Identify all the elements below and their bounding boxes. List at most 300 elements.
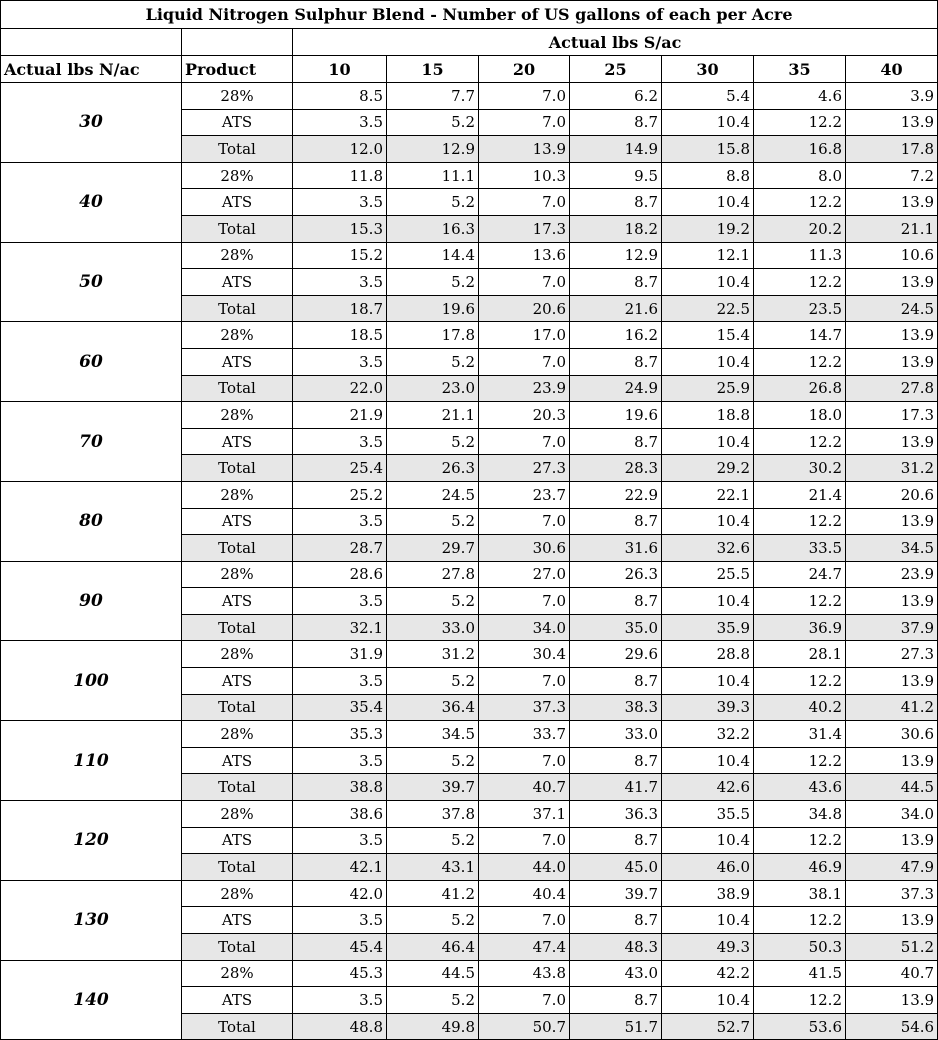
gallons-cell: 42.1 — [293, 854, 387, 881]
gallons-cell: 8.7 — [570, 827, 662, 854]
gallons-cell: 13.9 — [846, 747, 938, 774]
gallons-cell: 54.6 — [846, 1013, 938, 1040]
gallons-cell: 25.9 — [662, 375, 754, 402]
n-rate-value: 110 — [1, 721, 182, 801]
gallons-cell: 8.7 — [570, 269, 662, 296]
table-row — [1, 880, 938, 907]
gallons-cell: 3.5 — [293, 508, 387, 535]
gallons-cell: 45.4 — [293, 934, 387, 961]
table-row — [1, 162, 938, 189]
product-label: 28% — [182, 880, 293, 907]
gallons-cell: 22.5 — [662, 295, 754, 322]
gallons-cell: 37.8 — [387, 801, 479, 828]
gallons-cell: 10.4 — [662, 588, 754, 615]
n-rate-value: 70 — [1, 402, 182, 482]
gallons-cell: 38.6 — [293, 801, 387, 828]
gallons-cell: 3.9 — [846, 83, 938, 110]
gallons-cell: 12.2 — [754, 668, 846, 695]
gallons-cell: 32.6 — [662, 535, 754, 562]
gallons-cell: 33.5 — [754, 535, 846, 562]
gallons-cell: 6.2 — [570, 83, 662, 110]
product-label: Total — [182, 136, 293, 163]
product-label: ATS — [182, 348, 293, 375]
gallons-cell: 38.3 — [570, 694, 662, 721]
gallons-cell: 16.3 — [387, 215, 479, 242]
gallons-cell: 8.7 — [570, 668, 662, 695]
gallons-cell: 42.2 — [662, 960, 754, 987]
gallons-cell: 12.2 — [754, 588, 846, 615]
gallons-cell: 13.9 — [846, 109, 938, 136]
gallons-cell: 12.9 — [570, 242, 662, 269]
product-label: 28% — [182, 481, 293, 508]
gallons-cell: 8.7 — [570, 428, 662, 455]
gallons-cell: 21.6 — [570, 295, 662, 322]
gallons-cell: 19.6 — [387, 295, 479, 322]
gallons-cell: 18.0 — [754, 402, 846, 429]
product-label: 28% — [182, 960, 293, 987]
gallons-cell: 29.2 — [662, 455, 754, 482]
s-rate-column-header: 40 — [846, 56, 938, 83]
product-label: Total — [182, 774, 293, 801]
gallons-cell: 41.7 — [570, 774, 662, 801]
gallons-cell: 12.2 — [754, 508, 846, 535]
gallons-cell: 15.8 — [662, 136, 754, 163]
gallons-cell: 11.1 — [387, 162, 479, 189]
product-label: 28% — [182, 242, 293, 269]
gallons-cell: 5.2 — [387, 987, 479, 1014]
gallons-cell: 10.4 — [662, 668, 754, 695]
gallons-cell: 8.7 — [570, 109, 662, 136]
gallons-cell: 12.2 — [754, 189, 846, 216]
gallons-cell: 5.2 — [387, 907, 479, 934]
product-label: Total — [182, 535, 293, 562]
gallons-cell: 8.7 — [570, 588, 662, 615]
gallons-cell: 20.6 — [479, 295, 570, 322]
n-rate-header: Actual lbs N/ac — [1, 56, 182, 83]
gallons-cell: 13.9 — [846, 668, 938, 695]
gallons-cell: 3.5 — [293, 668, 387, 695]
table-title: Liquid Nitrogen Sulphur Blend - Number of US gallons of each per Acre — [1, 1, 938, 29]
gallons-cell: 17.0 — [479, 322, 570, 349]
product-label: 28% — [182, 162, 293, 189]
gallons-cell: 23.0 — [387, 375, 479, 402]
n-rate-value: 100 — [1, 641, 182, 721]
gallons-cell: 38.8 — [293, 774, 387, 801]
gallons-cell: 47.4 — [479, 934, 570, 961]
gallons-cell: 21.9 — [293, 402, 387, 429]
gallons-cell: 43.1 — [387, 854, 479, 881]
gallons-cell: 44.5 — [846, 774, 938, 801]
gallons-cell: 49.3 — [662, 934, 754, 961]
gallons-cell: 21.4 — [754, 481, 846, 508]
table-row — [1, 801, 938, 828]
gallons-cell: 5.2 — [387, 747, 479, 774]
product-label: Total — [182, 1013, 293, 1040]
gallons-cell: 41.5 — [754, 960, 846, 987]
gallons-cell: 40.7 — [846, 960, 938, 987]
gallons-cell: 17.8 — [846, 136, 938, 163]
gallons-cell: 19.6 — [570, 402, 662, 429]
gallons-cell: 13.9 — [846, 189, 938, 216]
product-label: Total — [182, 934, 293, 961]
gallons-cell: 10.4 — [662, 827, 754, 854]
gallons-cell: 16.8 — [754, 136, 846, 163]
gallons-cell: 10.4 — [662, 428, 754, 455]
gallons-cell: 37.3 — [479, 694, 570, 721]
n-rate-value: 60 — [1, 322, 182, 402]
s-rate-header: Actual lbs S/ac — [293, 29, 938, 56]
gallons-cell: 28.8 — [662, 641, 754, 668]
gallons-cell: 35.5 — [662, 801, 754, 828]
gallons-cell: 3.5 — [293, 428, 387, 455]
gallons-cell: 8.7 — [570, 987, 662, 1014]
gallons-cell: 43.6 — [754, 774, 846, 801]
gallons-cell: 5.2 — [387, 668, 479, 695]
gallons-cell: 37.3 — [846, 880, 938, 907]
gallons-cell: 46.9 — [754, 854, 846, 881]
gallons-cell: 13.9 — [846, 827, 938, 854]
gallons-cell: 8.7 — [570, 348, 662, 375]
gallons-cell: 31.2 — [846, 455, 938, 482]
gallons-cell: 33.0 — [570, 721, 662, 748]
gallons-cell: 28.7 — [293, 535, 387, 562]
gallons-cell: 12.9 — [387, 136, 479, 163]
gallons-cell: 38.1 — [754, 880, 846, 907]
gallons-cell: 24.9 — [570, 375, 662, 402]
n-rate-value: 130 — [1, 880, 182, 960]
gallons-cell: 22.1 — [662, 481, 754, 508]
gallons-cell: 32.2 — [662, 721, 754, 748]
gallons-cell: 12.2 — [754, 987, 846, 1014]
gallons-cell: 5.2 — [387, 428, 479, 455]
table-row — [1, 83, 938, 110]
gallons-cell: 28.6 — [293, 561, 387, 588]
gallons-cell: 8.7 — [570, 508, 662, 535]
gallons-cell: 13.9 — [846, 508, 938, 535]
gallons-cell: 3.5 — [293, 269, 387, 296]
gallons-cell: 15.2 — [293, 242, 387, 269]
gallons-cell: 8.7 — [570, 189, 662, 216]
gallons-cell: 3.5 — [293, 109, 387, 136]
gallons-cell: 7.7 — [387, 83, 479, 110]
gallons-cell: 25.4 — [293, 455, 387, 482]
product-label: 28% — [182, 641, 293, 668]
gallons-cell: 3.5 — [293, 588, 387, 615]
gallons-cell: 27.0 — [479, 561, 570, 588]
gallons-cell: 14.4 — [387, 242, 479, 269]
gallons-cell: 20.2 — [754, 215, 846, 242]
gallons-cell: 40.4 — [479, 880, 570, 907]
n-rate-value: 90 — [1, 561, 182, 641]
gallons-cell: 7.0 — [479, 508, 570, 535]
table-row — [1, 242, 938, 269]
gallons-cell: 7.0 — [479, 348, 570, 375]
gallons-cell: 47.9 — [846, 854, 938, 881]
gallons-cell: 27.8 — [387, 561, 479, 588]
gallons-cell: 7.0 — [479, 747, 570, 774]
gallons-cell: 12.2 — [754, 907, 846, 934]
gallons-cell: 13.9 — [846, 322, 938, 349]
gallons-cell: 38.9 — [662, 880, 754, 907]
gallons-cell: 24.5 — [846, 295, 938, 322]
gallons-cell: 53.6 — [754, 1013, 846, 1040]
gallons-cell: 19.2 — [662, 215, 754, 242]
gallons-cell: 34.0 — [846, 801, 938, 828]
gallons-cell: 39.7 — [387, 774, 479, 801]
n-rate-value: 120 — [1, 801, 182, 881]
gallons-cell: 41.2 — [846, 694, 938, 721]
gallons-cell: 7.0 — [479, 827, 570, 854]
gallons-cell: 10.4 — [662, 189, 754, 216]
gallons-cell: 35.4 — [293, 694, 387, 721]
gallons-cell: 13.9 — [479, 136, 570, 163]
gallons-cell: 5.2 — [387, 269, 479, 296]
gallons-cell: 39.7 — [570, 880, 662, 907]
gallons-cell: 12.2 — [754, 109, 846, 136]
gallons-cell: 34.8 — [754, 801, 846, 828]
table-row — [1, 721, 938, 748]
gallons-cell: 12.2 — [754, 269, 846, 296]
gallons-cell: 15.4 — [662, 322, 754, 349]
table-row — [1, 641, 938, 668]
gallons-cell: 46.4 — [387, 934, 479, 961]
gallons-cell: 5.2 — [387, 827, 479, 854]
gallons-cell: 37.9 — [846, 614, 938, 641]
gallons-cell: 8.8 — [662, 162, 754, 189]
gallons-cell: 3.5 — [293, 747, 387, 774]
product-label: ATS — [182, 827, 293, 854]
gallons-cell: 3.5 — [293, 189, 387, 216]
gallons-cell: 13.9 — [846, 588, 938, 615]
gallons-cell: 30.6 — [846, 721, 938, 748]
gallons-cell: 50.7 — [479, 1013, 570, 1040]
gallons-cell: 42.0 — [293, 880, 387, 907]
gallons-cell: 3.5 — [293, 987, 387, 1014]
gallons-cell: 28.3 — [570, 455, 662, 482]
gallons-cell: 25.5 — [662, 561, 754, 588]
s-rate-column-header: 20 — [479, 56, 570, 83]
gallons-cell: 44.5 — [387, 960, 479, 987]
gallons-cell: 5.2 — [387, 189, 479, 216]
gallons-cell: 20.6 — [846, 481, 938, 508]
gallons-cell: 21.1 — [846, 215, 938, 242]
gallons-cell: 5.2 — [387, 348, 479, 375]
gallons-cell: 24.7 — [754, 561, 846, 588]
gallons-cell: 5.4 — [662, 83, 754, 110]
gallons-cell: 36.3 — [570, 801, 662, 828]
gallons-cell: 7.0 — [479, 428, 570, 455]
gallons-cell: 12.1 — [662, 242, 754, 269]
gallons-cell: 29.7 — [387, 535, 479, 562]
product-label: Total — [182, 455, 293, 482]
gallons-cell: 51.7 — [570, 1013, 662, 1040]
gallons-cell: 12.2 — [754, 747, 846, 774]
product-label: ATS — [182, 428, 293, 455]
product-label: ATS — [182, 747, 293, 774]
gallons-cell: 8.0 — [754, 162, 846, 189]
gallons-cell: 11.8 — [293, 162, 387, 189]
product-label: ATS — [182, 668, 293, 695]
gallons-cell: 30.6 — [479, 535, 570, 562]
gallons-cell: 10.6 — [846, 242, 938, 269]
gallons-cell: 33.0 — [387, 614, 479, 641]
gallons-cell: 10.3 — [479, 162, 570, 189]
gallons-cell: 45.0 — [570, 854, 662, 881]
gallons-cell: 4.6 — [754, 83, 846, 110]
table-row — [1, 481, 938, 508]
gallons-cell: 30.2 — [754, 455, 846, 482]
gallons-cell: 10.4 — [662, 508, 754, 535]
gallons-cell: 14.9 — [570, 136, 662, 163]
gallons-cell: 31.4 — [754, 721, 846, 748]
gallons-cell: 10.4 — [662, 907, 754, 934]
gallons-cell: 30.4 — [479, 641, 570, 668]
gallons-cell: 50.3 — [754, 934, 846, 961]
gallons-cell: 14.7 — [754, 322, 846, 349]
product-label: Total — [182, 694, 293, 721]
gallons-cell: 26.3 — [387, 455, 479, 482]
gallons-cell: 17.3 — [846, 402, 938, 429]
gallons-cell: 10.4 — [662, 987, 754, 1014]
gallons-cell: 10.4 — [662, 109, 754, 136]
gallons-cell: 18.2 — [570, 215, 662, 242]
gallons-cell: 39.3 — [662, 694, 754, 721]
gallons-cell: 36.4 — [387, 694, 479, 721]
s-rate-column-header: 30 — [662, 56, 754, 83]
s-rate-column-header: 10 — [293, 56, 387, 83]
n-rate-value: 30 — [1, 83, 182, 163]
product-label: Total — [182, 614, 293, 641]
gallons-cell: 17.8 — [387, 322, 479, 349]
gallons-cell: 9.5 — [570, 162, 662, 189]
gallons-cell: 34.0 — [479, 614, 570, 641]
gallons-cell: 18.5 — [293, 322, 387, 349]
gallons-cell: 18.7 — [293, 295, 387, 322]
gallons-cell: 36.9 — [754, 614, 846, 641]
gallons-cell: 12.2 — [754, 827, 846, 854]
gallons-cell: 21.1 — [387, 402, 479, 429]
gallons-cell: 40.7 — [479, 774, 570, 801]
gallons-cell: 31.2 — [387, 641, 479, 668]
gallons-cell: 34.5 — [387, 721, 479, 748]
gallons-cell: 27.8 — [846, 375, 938, 402]
gallons-cell: 32.1 — [293, 614, 387, 641]
gallons-cell: 13.9 — [846, 269, 938, 296]
product-label: 28% — [182, 83, 293, 110]
gallons-cell: 35.0 — [570, 614, 662, 641]
n-rate-value: 140 — [1, 960, 182, 1040]
gallons-cell: 43.8 — [479, 960, 570, 987]
product-label: ATS — [182, 189, 293, 216]
gallons-cell: 20.3 — [479, 402, 570, 429]
table-row — [1, 561, 938, 588]
gallons-cell: 18.8 — [662, 402, 754, 429]
product-label: Total — [182, 375, 293, 402]
product-label: ATS — [182, 588, 293, 615]
table-row — [1, 960, 938, 987]
gallons-cell: 16.2 — [570, 322, 662, 349]
gallons-cell: 7.0 — [479, 83, 570, 110]
product-header: Product — [182, 56, 293, 83]
gallons-cell: 51.2 — [846, 934, 938, 961]
gallons-cell: 11.3 — [754, 242, 846, 269]
gallons-cell: 7.2 — [846, 162, 938, 189]
table-body — [1, 83, 938, 1040]
gallons-cell: 41.2 — [387, 880, 479, 907]
gallons-cell: 12.2 — [754, 428, 846, 455]
gallons-cell: 22.9 — [570, 481, 662, 508]
gallons-cell: 10.4 — [662, 348, 754, 375]
gallons-cell: 7.0 — [479, 269, 570, 296]
gallons-cell: 46.0 — [662, 854, 754, 881]
gallons-cell: 7.0 — [479, 907, 570, 934]
gallons-cell: 3.5 — [293, 827, 387, 854]
product-label: Total — [182, 215, 293, 242]
gallons-cell: 27.3 — [479, 455, 570, 482]
gallons-cell: 52.7 — [662, 1013, 754, 1040]
gallons-cell: 7.0 — [479, 668, 570, 695]
gallons-cell: 26.8 — [754, 375, 846, 402]
gallons-cell: 22.0 — [293, 375, 387, 402]
product-label: 28% — [182, 801, 293, 828]
gallons-cell: 48.8 — [293, 1013, 387, 1040]
product-label: ATS — [182, 987, 293, 1014]
gallons-cell: 43.0 — [570, 960, 662, 987]
product-label: 28% — [182, 721, 293, 748]
gallons-cell: 8.7 — [570, 747, 662, 774]
gallons-cell: 24.5 — [387, 481, 479, 508]
s-rate-column-header: 25 — [570, 56, 662, 83]
gallons-cell: 33.7 — [479, 721, 570, 748]
table-row — [1, 322, 938, 349]
product-label: Total — [182, 295, 293, 322]
gallons-cell: 17.3 — [479, 215, 570, 242]
gallons-cell: 44.0 — [479, 854, 570, 881]
gallons-cell: 34.5 — [846, 535, 938, 562]
gallons-cell: 40.2 — [754, 694, 846, 721]
blank-header-cell — [182, 29, 293, 56]
gallons-cell: 5.2 — [387, 109, 479, 136]
product-label: ATS — [182, 508, 293, 535]
gallons-cell: 7.0 — [479, 987, 570, 1014]
gallons-cell: 13.9 — [846, 987, 938, 1014]
gallons-cell: 3.5 — [293, 907, 387, 934]
gallons-cell: 3.5 — [293, 348, 387, 375]
gallons-cell: 5.2 — [387, 588, 479, 615]
n-rate-value: 40 — [1, 162, 182, 242]
gallons-cell: 49.8 — [387, 1013, 479, 1040]
gallons-cell: 13.9 — [846, 428, 938, 455]
blank-header-cell — [1, 29, 182, 56]
product-label: Total — [182, 854, 293, 881]
table-row — [1, 402, 938, 429]
s-rate-column-header: 35 — [754, 56, 846, 83]
gallons-cell: 31.6 — [570, 535, 662, 562]
product-label: 28% — [182, 402, 293, 429]
gallons-cell: 35.3 — [293, 721, 387, 748]
gallons-cell: 29.6 — [570, 641, 662, 668]
gallons-cell: 23.7 — [479, 481, 570, 508]
gallons-cell: 23.9 — [846, 561, 938, 588]
gallons-cell: 28.1 — [754, 641, 846, 668]
n-rate-value: 80 — [1, 481, 182, 561]
gallons-cell: 35.9 — [662, 614, 754, 641]
gallons-cell: 7.0 — [479, 588, 570, 615]
gallons-cell: 8.7 — [570, 907, 662, 934]
gallons-cell: 15.3 — [293, 215, 387, 242]
gallons-cell: 7.0 — [479, 189, 570, 216]
gallons-cell: 10.4 — [662, 747, 754, 774]
